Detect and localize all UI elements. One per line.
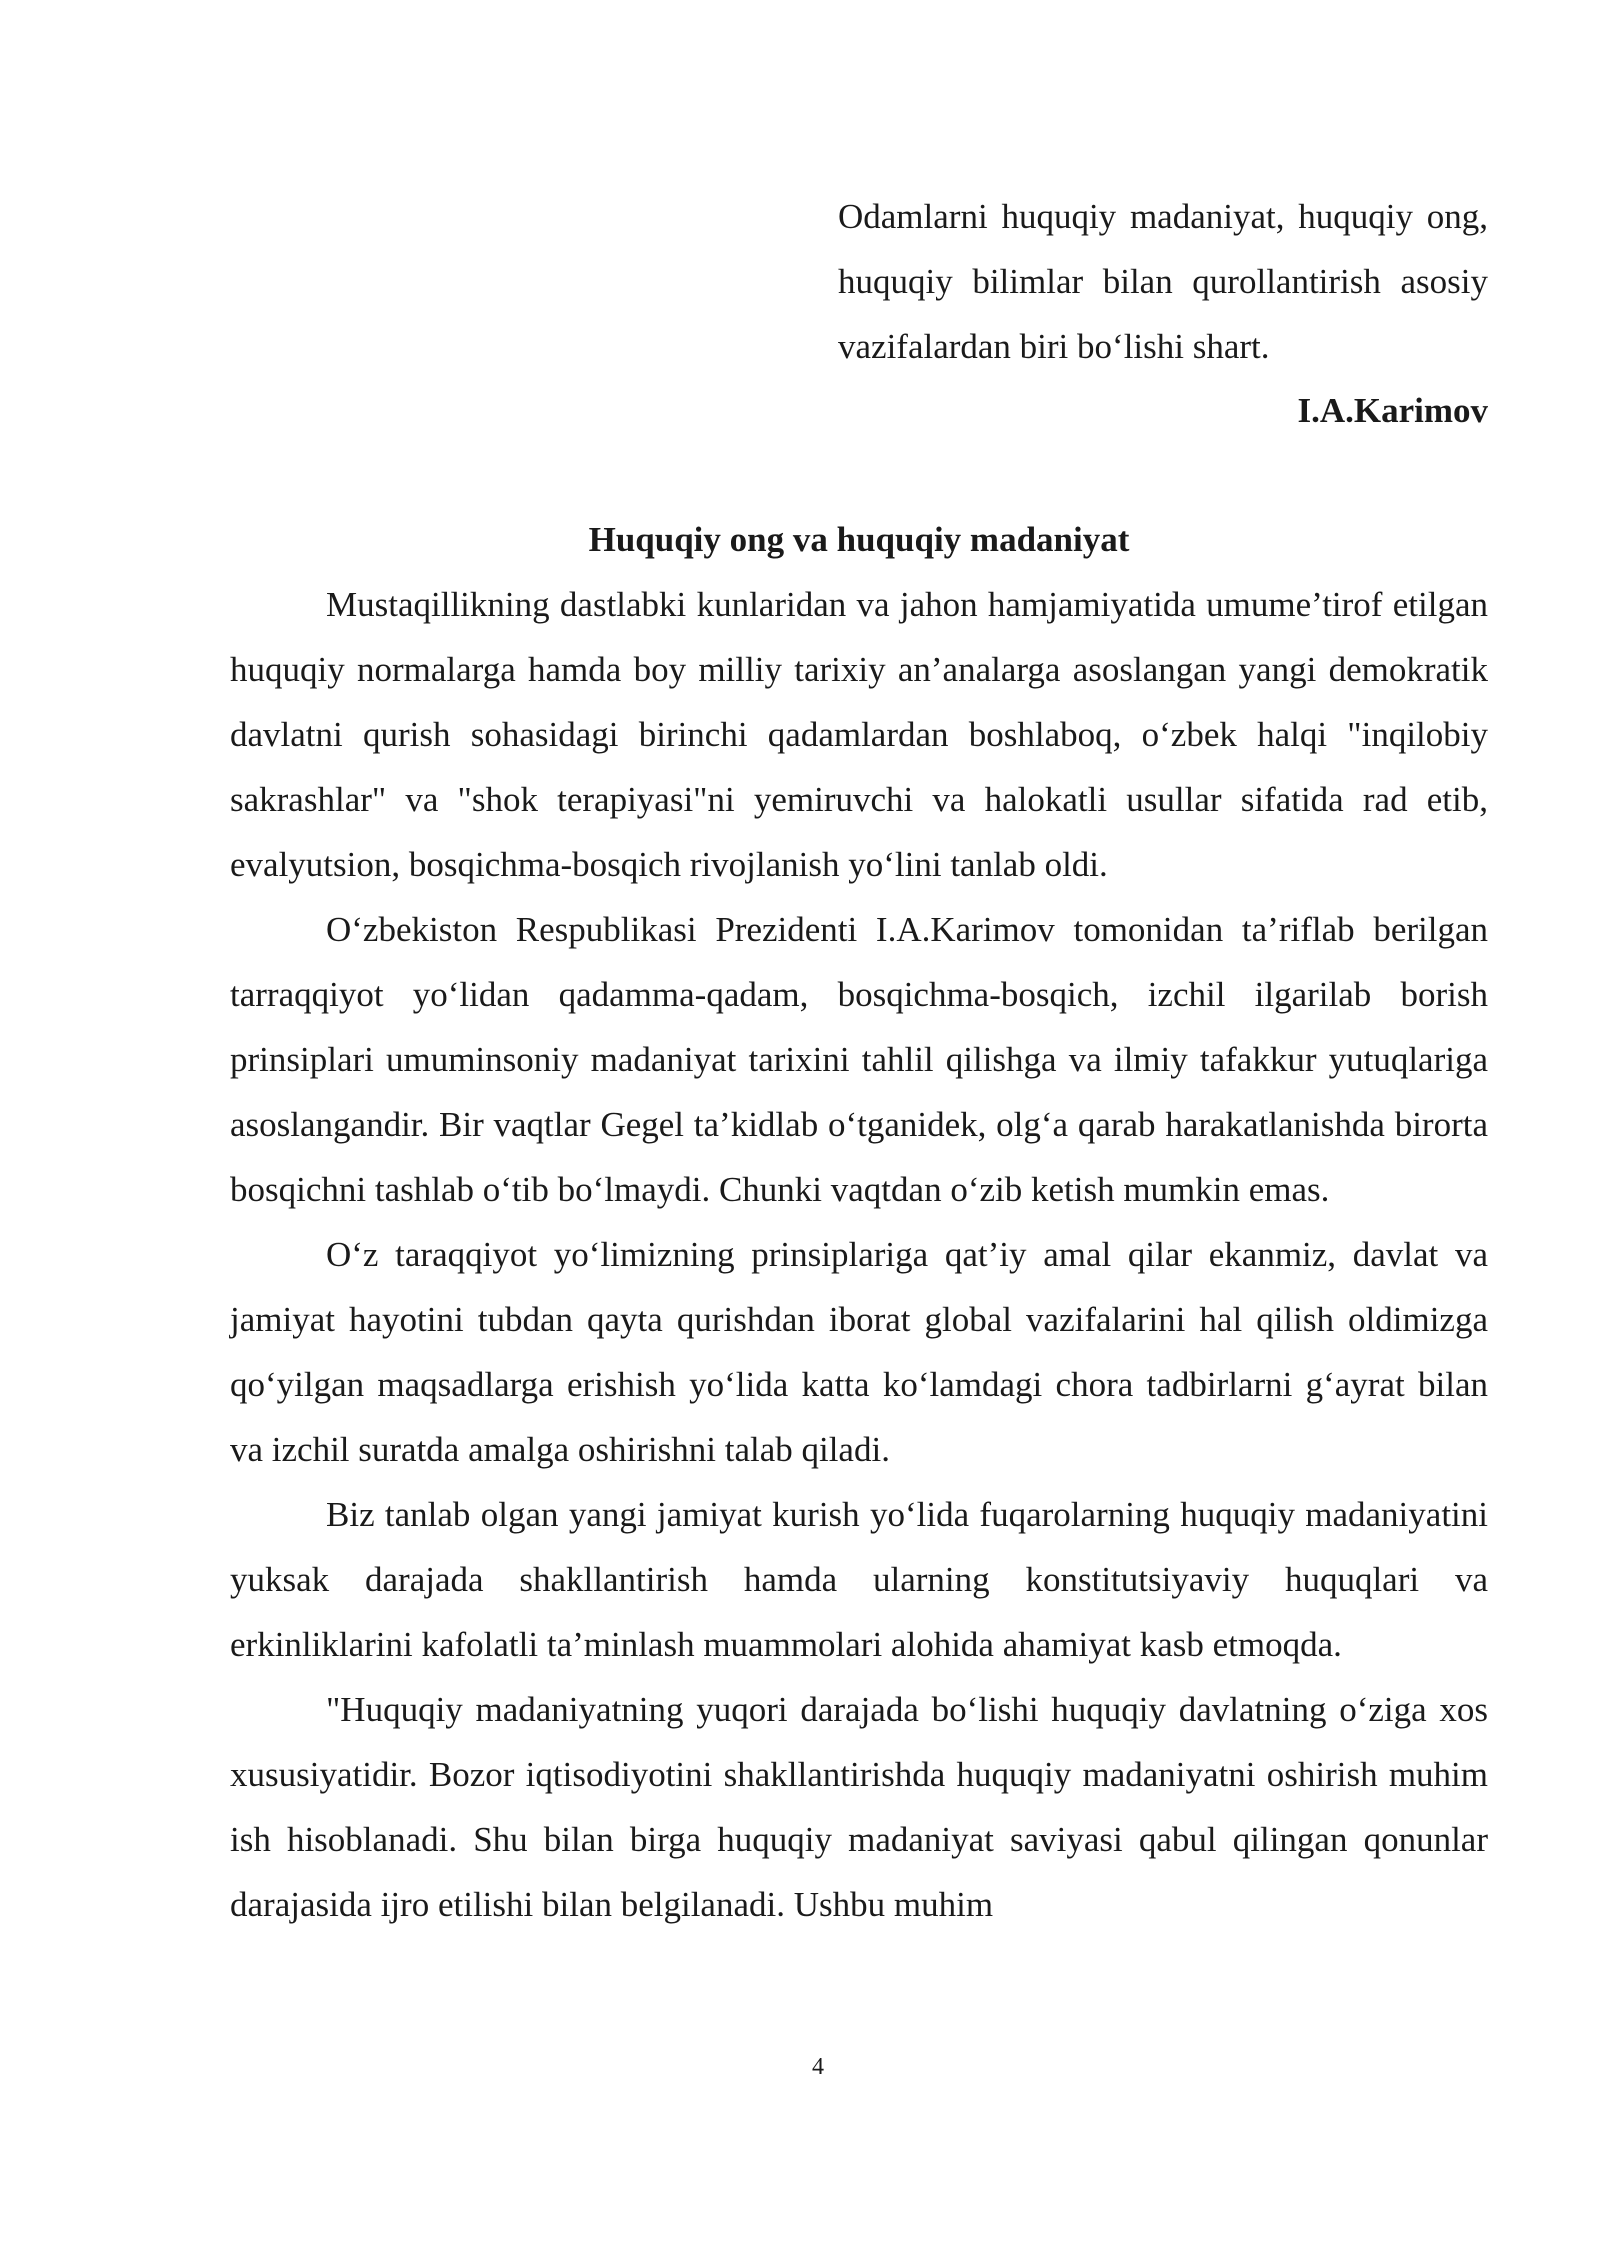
paragraph: O‘zbekiston Respublikasi Prezidenti I.A.Karimov tomonidan ta’riflab berilgan tarraqqiyot yo‘lidan qadamma-qadam, bosqichma-bosqich, izchil ilgarilab borish prinsiplari umuminsoniy madaniyat tarixini tahlil qilishga va ilmiy tafakkur yutuqlariga asoslangandir. Bir vaqtlar Gegel ta’kidlab o‘tganidek, olg‘a qarab harakatlanishda birorta bosqichni tashlab o‘tib bo‘lmaydi. Chunki vaqtdan o‘zib ketish mumkin emas. [230,910,1488,1209]
epigraph-author: I.A.Karimov [1297,391,1488,430]
body-text [230,572,1488,1937]
paragraph: Mustaqillikning dastlabki kunlaridan va jahon hamjamiyatida umume’tirof etilgan huquqiy normalarga hamda boy milliy tarixiy an’analarga asoslangan yangi demokratik davlatni qurish sohasidagi birinchi qadamlardan boshlaboq, o‘zbek halqi "inqilobiy sakrashlar" va "shok terapiyasi"ni yemiruvchi va halokatli usullar sifatida rad etib, evalyutsion, bosqichma-bosqich rivojlanish yo‘lini tanlab oldi. [230,585,1488,884]
paragraph: "Huquqiy madaniyatning yuqori darajada bo‘lishi huquqiy davlatning o‘ziga xos xususiyatidir. Bozor iqtisodiyotini shakllantirishda huquqiy madaniyatni oshirish muhim ish hisoblanadi. Shu bilan birga huquqiy madaniyat saviyasi qabul qilingan qonunlar darajasida ijro etilishi bilan belgilanadi. Ushbu muhim [230,1690,1488,1924]
page-number: 4 [812,2054,824,2080]
section-heading: Huquqiy ong va huquqiy madaniyat [588,520,1130,559]
paragraph: O‘z taraqqiyot yo‘limizning prinsiplariga qat’iy amal qilar ekanmiz, davlat va jamiyat hayotini tubdan qayta qurishdan iborat global vazifalarini hal qilish oldimizga qo‘yilgan maqsadlarga erishish yo‘lida katta ko‘lamdagi chora tadbirlarni g‘ayrat bilan va izchil suratda amalga oshirishni talab qiladi. [230,1235,1488,1469]
epigraph-quote: Odamlarni huquqiy madaniyat, huquqiy ong, huquqiy bilimlar bilan qurollantirish asosiy vazifalardan biri bo‘lishi shart. [838,197,1488,366]
paragraph: Biz tanlab olgan yangi jamiyat kurish yo‘lida fuqarolarning huquqiy madaniyatini yuksak darajada shakllantirish hamda ularning konstitutsiyaviy huquqlari va erkinliklarini kafolatli ta’minlash muammolari alohida ahamiyat kasb etmoqda. [230,1495,1488,1664]
